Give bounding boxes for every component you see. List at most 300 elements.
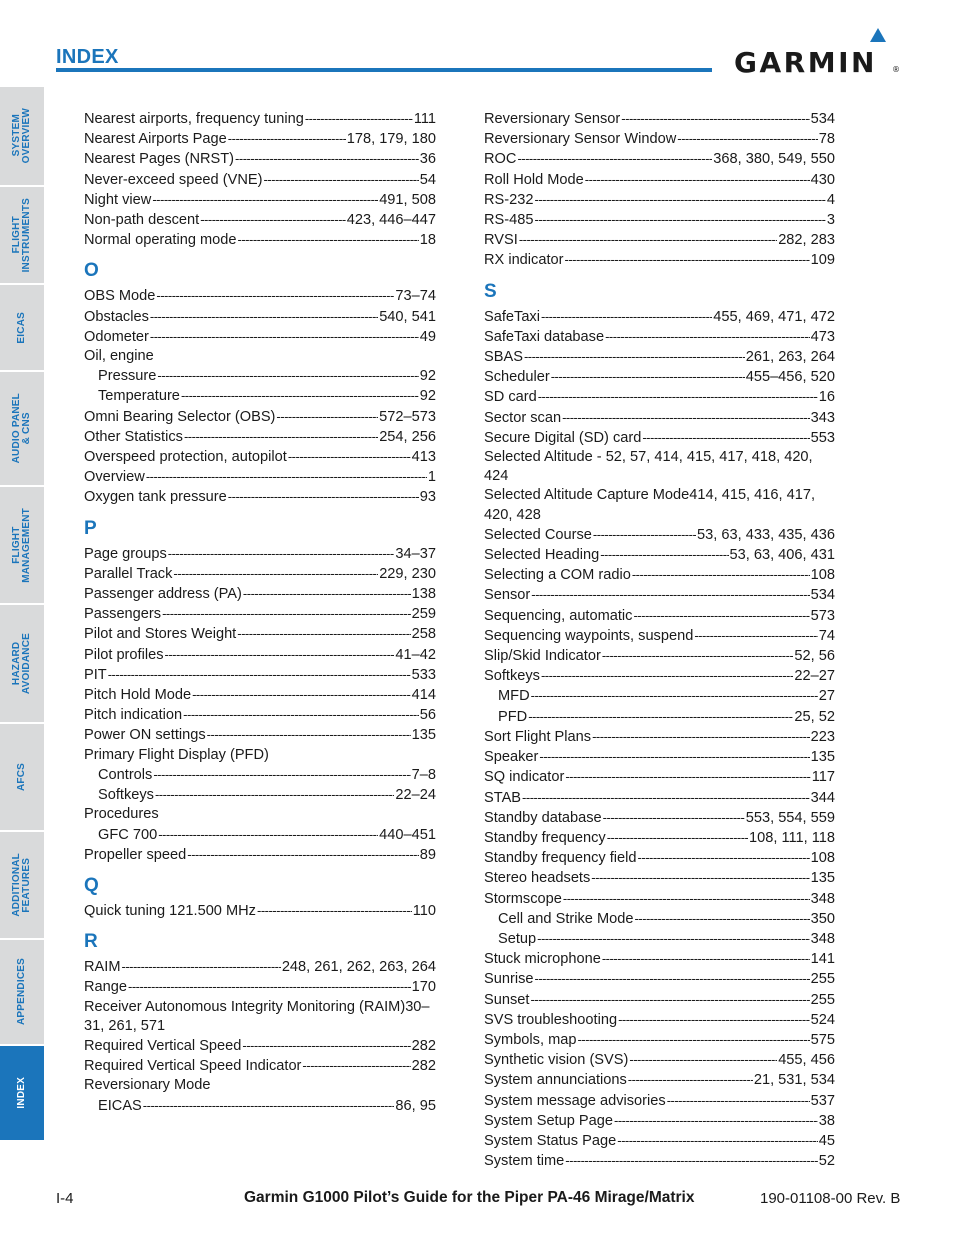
index-entry — [84, 170, 436, 190]
dot-leader — [173, 564, 378, 583]
tab-system-overview[interactable] — [0, 87, 44, 185]
dot-leader — [593, 525, 696, 544]
dot-leader — [162, 604, 411, 623]
index-entry — [484, 387, 835, 407]
entry-term: Quick tuning 121.500 MHz — [84, 902, 256, 919]
entry-term: Pilot and Stores Weight — [84, 626, 237, 643]
index-subentry — [84, 386, 436, 406]
dot-leader — [541, 666, 793, 685]
entry-pages[interactable]: 348 — [810, 930, 835, 947]
dot-leader — [694, 626, 817, 645]
entry-term: RS-232 — [484, 191, 534, 208]
entry-pages[interactable]: 282, 283 — [778, 232, 835, 249]
index-entry — [484, 545, 835, 565]
dot-leader — [614, 1111, 818, 1130]
index-entry — [84, 544, 436, 564]
entry-term: Overspeed protection, autopilot — [84, 449, 287, 466]
entry-pages[interactable]: 229, 230 — [379, 565, 436, 582]
dot-leader — [192, 685, 411, 704]
dot-leader — [522, 788, 810, 807]
entry-term: Symbols, map — [484, 1031, 577, 1048]
entry-term: Passengers — [84, 606, 162, 623]
dot-leader — [551, 367, 745, 386]
index-entry — [484, 408, 835, 428]
document-number: 190-01108-00 Rev. B — [760, 1190, 901, 1207]
entry-pages[interactable]: 22–24 — [395, 787, 436, 804]
dot-leader — [602, 949, 810, 968]
index-entry — [84, 109, 436, 129]
index-entry — [484, 990, 835, 1010]
dot-leader — [155, 785, 394, 804]
entry-pages[interactable]: 575 — [810, 1031, 835, 1048]
entry-term: Nearest Airports Page — [84, 131, 227, 148]
index-entry — [484, 190, 835, 210]
tab-flight-instruments[interactable] — [0, 187, 44, 283]
entry-pages[interactable]: 52, 56 — [794, 648, 835, 665]
dot-leader — [537, 929, 810, 948]
entry-pages[interactable]: 108, 111, 118 — [748, 829, 835, 846]
dot-leader — [592, 727, 810, 746]
entry-term: Required Vertical Speed — [84, 1037, 242, 1054]
entry-pages[interactable]: 111 — [413, 111, 436, 127]
dot-leader — [633, 606, 809, 625]
dot-leader — [157, 366, 418, 385]
entry-pages[interactable]: 18 — [419, 232, 436, 249]
entry-term: Pitch indication — [84, 707, 183, 724]
header-rule — [56, 68, 712, 72]
tab-label: AFCS — [16, 762, 27, 792]
entry-term: Softkeys — [484, 668, 540, 685]
entry-pages[interactable]: 423, 446–447 — [346, 212, 436, 229]
entry-term: Selected Heading — [484, 547, 600, 564]
entry-pages[interactable]: 261, 263, 264 — [745, 349, 835, 366]
entry-term: Temperature — [98, 388, 180, 405]
dot-leader — [621, 109, 809, 128]
entry-term: SQ indicator — [484, 769, 565, 786]
index-entry: Procedures — [84, 806, 159, 823]
entry-term: RS-485 — [484, 212, 534, 229]
dot-leader — [541, 307, 712, 326]
dot-leader — [602, 646, 794, 665]
entry-term: Reversionary Sensor Window — [484, 131, 677, 148]
entry-pages[interactable]: 45 — [818, 1132, 835, 1149]
entry-term: Non-path descent — [84, 212, 200, 229]
dot-leader — [618, 1010, 810, 1029]
dot-leader — [667, 1091, 810, 1110]
entry-pages[interactable]: 223 — [810, 728, 835, 745]
entry-term: Scheduler — [484, 369, 550, 386]
entry-pages[interactable]: 34–37 — [395, 545, 436, 562]
index-entry: Oil, engine — [84, 348, 154, 365]
index-entry — [84, 725, 436, 745]
entry-pages[interactable]: 259 — [411, 606, 436, 623]
tab-label: HAZARD AVOIDANCE — [11, 632, 32, 695]
dot-leader — [276, 407, 378, 426]
entry-pages[interactable]: 540, 541 — [379, 308, 436, 325]
dot-leader — [531, 686, 818, 705]
entry-term: Required Vertical Speed Indicator — [84, 1058, 302, 1075]
index-entry — [84, 190, 436, 210]
index-entry: Reversionary Mode — [84, 1077, 211, 1094]
entry-pages[interactable]: 491, 508 — [379, 191, 436, 208]
tab-label: AUDIO PANEL & CNS — [11, 393, 32, 464]
entry-term: Synthetic vision (SVS) — [484, 1052, 629, 1069]
entry-term: Propeller speed — [84, 846, 187, 863]
entry-pages[interactable]: 49 — [419, 328, 436, 345]
index-entry — [84, 705, 436, 725]
entry-term: Standby frequency — [484, 829, 606, 846]
dot-leader — [146, 467, 427, 486]
index-entry — [84, 149, 436, 169]
dot-leader — [524, 347, 745, 366]
entry-term: Nearest airports, frequency tuning — [84, 111, 304, 127]
index-entry — [84, 467, 436, 487]
index-entry — [84, 487, 436, 507]
entry-term: Reversionary Sensor — [484, 111, 621, 127]
dot-leader — [534, 969, 809, 988]
entry-pages[interactable]: 573 — [810, 607, 835, 624]
section-letter: S — [484, 280, 497, 302]
entry-pages[interactable]: 455, 469, 471, 472 — [713, 308, 835, 325]
entry-term: Selected Course — [484, 526, 592, 543]
dot-leader — [607, 828, 748, 847]
entry-term: SD card — [484, 389, 537, 406]
entry-pages[interactable]: 553 — [810, 429, 835, 446]
index-entry — [484, 565, 835, 585]
index-entry — [484, 129, 835, 149]
entry-pages[interactable]: 455, 456 — [778, 1052, 835, 1069]
entry-pages[interactable]: 533 — [411, 666, 436, 683]
index-entry — [84, 447, 436, 467]
entry-pages[interactable]: 3 — [826, 212, 835, 229]
entry-pages[interactable]: 255 — [810, 991, 835, 1008]
entry-pages[interactable]: 350 — [810, 910, 835, 927]
entry-pages[interactable]: 1 — [427, 469, 436, 486]
dot-leader — [156, 286, 394, 305]
entry-pages[interactable]: 41–42 — [395, 646, 436, 663]
entry-pages[interactable]: 135 — [810, 870, 835, 887]
entry-term: Normal operating mode — [84, 232, 237, 249]
tab-hazard-avoidance[interactable] — [0, 605, 44, 722]
entry-pages[interactable]: 53, 63, 433, 435, 436 — [697, 526, 835, 543]
dot-leader — [242, 1036, 410, 1055]
index-entry — [84, 665, 436, 685]
index-entry — [84, 584, 436, 604]
entry-term: Setup — [498, 930, 537, 947]
entry-pages[interactable]: 56 — [419, 707, 436, 724]
tab-index[interactable] — [0, 1046, 44, 1140]
dot-leader — [605, 327, 810, 346]
entry-pages[interactable]: 343 — [810, 409, 835, 426]
entry-term: MFD — [498, 688, 530, 705]
tab-label: FLIGHT INSTRUMENTS — [11, 197, 32, 273]
entry-term: Speaker — [484, 749, 539, 766]
index-entry — [84, 129, 436, 149]
index-entry — [484, 428, 835, 448]
entry-pages[interactable]: 7–8 — [411, 766, 436, 783]
index-entry — [484, 808, 835, 828]
entry-pages[interactable]: 348 — [810, 890, 835, 907]
entry-term: Slip/Skid Indicator — [484, 648, 601, 665]
entry-term: Obstacles — [84, 308, 149, 325]
entry-pages[interactable]: 110 — [412, 902, 436, 919]
dot-leader — [517, 149, 712, 168]
entry-pages[interactable]: 254, 256 — [379, 428, 436, 445]
entry-pages[interactable]: 553, 554, 559 — [745, 809, 835, 826]
index-entry — [484, 230, 835, 250]
entry-pages[interactable]: 141 — [810, 951, 835, 968]
dot-leader — [152, 190, 378, 209]
entry-term: Sunrise — [484, 971, 534, 988]
entry-term: Omni Bearing Selector (OBS) — [84, 408, 276, 425]
index-entry — [484, 868, 835, 888]
entry-pages[interactable]: 92 — [419, 388, 436, 405]
entry-term: PIT — [84, 666, 107, 683]
entry-term: Parallel Track — [84, 565, 173, 582]
entry-pages[interactable]: 455–456, 520 — [745, 369, 835, 386]
index-entry — [484, 848, 835, 868]
entry-pages[interactable]: 534 — [810, 111, 835, 127]
index-subentry — [84, 825, 436, 845]
section-letter: Q — [84, 874, 99, 896]
index-entry — [84, 307, 436, 327]
tab-flight-management[interactable] — [0, 487, 44, 603]
garmin-logo — [734, 26, 900, 76]
dot-leader — [603, 808, 745, 827]
tab-label: INDEX — [16, 1077, 27, 1109]
index-subentry — [84, 765, 436, 785]
entry-pages[interactable]: 52 — [818, 1153, 835, 1170]
entry-pages[interactable]: 74 — [818, 627, 835, 644]
index-entry — [484, 889, 835, 909]
dot-leader — [565, 767, 810, 786]
index-entry — [484, 585, 835, 605]
index-entry — [84, 327, 436, 347]
index-entry — [484, 747, 835, 767]
dot-leader — [634, 909, 809, 928]
index-subentry — [484, 909, 835, 929]
registered-mark: ® — [892, 65, 900, 74]
entry-term: STAB — [484, 789, 522, 806]
dot-leader — [600, 545, 728, 564]
index-entry — [484, 666, 835, 686]
dot-leader — [143, 1096, 395, 1115]
entry-term: Softkeys — [98, 787, 154, 804]
index-entry: Receiver Autonomous Integrity Monitoring (RAIM)30–31, 261, 571 — [84, 998, 430, 1034]
index-entry — [484, 828, 835, 848]
entry-pages[interactable]: 108 — [810, 567, 835, 584]
entry-pages[interactable]: 534 — [810, 587, 835, 604]
dot-leader — [181, 386, 419, 405]
tab-afcs[interactable] — [0, 724, 44, 830]
index-subentry — [84, 1096, 436, 1116]
tab-eicas[interactable] — [0, 285, 44, 370]
dot-leader — [638, 848, 810, 867]
dot-leader — [539, 747, 809, 766]
page-title: INDEX — [56, 46, 119, 68]
entry-pages[interactable]: 73–74 — [395, 288, 436, 305]
tab-label: ADDITIONAL FEATURES — [11, 853, 32, 917]
index-column-right — [484, 109, 835, 1171]
dot-leader — [228, 487, 419, 506]
dot-leader — [108, 665, 411, 684]
entry-term: RVSI — [484, 232, 518, 249]
entry-term: Never-exceed speed (VNE) — [84, 171, 263, 188]
entry-term: PFD — [498, 708, 528, 725]
index-entry — [484, 347, 835, 367]
entry-term: System Status Page — [484, 1132, 617, 1149]
entry-pages[interactable]: 117 — [811, 769, 835, 786]
index-subentry — [84, 366, 436, 386]
entry-pages[interactable]: 135 — [411, 727, 436, 744]
index-entry — [484, 767, 835, 787]
entry-pages[interactable]: 414 — [411, 687, 436, 704]
entry-pages[interactable]: 572–573 — [379, 408, 436, 425]
entry-pages[interactable]: 27 — [818, 688, 835, 705]
entry-pages[interactable]: 138 — [411, 586, 436, 603]
dot-leader — [288, 447, 411, 466]
entry-pages[interactable]: 473 — [810, 328, 835, 345]
index-entry — [484, 606, 835, 626]
entry-pages[interactable]: 16 — [818, 389, 835, 406]
entry-term: Selecting a COM radio — [484, 567, 631, 584]
entry-pages[interactable]: 21, 531, 534 — [753, 1072, 835, 1089]
index-entry — [484, 1010, 835, 1030]
entry-term: Pitch Hold Mode — [84, 687, 192, 704]
entry-pages[interactable]: 258 — [411, 626, 436, 643]
index-entry — [484, 109, 835, 129]
dot-leader — [257, 901, 412, 920]
index-entry — [84, 230, 436, 250]
index-entry — [484, 969, 835, 989]
entry-term: Power ON settings — [84, 727, 206, 744]
dot-leader — [585, 170, 810, 189]
tab-additional-features[interactable] — [0, 832, 44, 938]
entry-term: Sensor — [484, 587, 531, 604]
dot-leader — [165, 645, 395, 664]
entry-term: System time — [484, 1153, 565, 1170]
entry-pages[interactable]: 93 — [419, 489, 436, 506]
entry-pages[interactable]: 282 — [411, 1037, 436, 1054]
entry-term: Odometer — [84, 328, 149, 345]
dot-leader — [538, 387, 818, 406]
entry-pages[interactable]: 53, 63, 406, 431 — [729, 547, 835, 564]
entry-term: RAIM — [84, 959, 121, 976]
entry-pages[interactable]: 178, 179, 180 — [346, 131, 436, 148]
entry-term: Cell and Strike Mode — [498, 910, 634, 927]
dot-leader — [642, 428, 809, 447]
entry-term: SafeTaxi — [484, 308, 540, 325]
entry-pages[interactable]: 22–27 — [794, 668, 835, 685]
entry-pages[interactable]: 135 — [810, 749, 835, 766]
entry-pages[interactable]: 524 — [810, 1011, 835, 1028]
entry-term: Page groups — [84, 545, 167, 562]
entry-pages[interactable]: 78 — [818, 131, 835, 148]
entry-pages[interactable]: 430 — [810, 171, 835, 188]
entry-pages[interactable]: 108 — [810, 850, 835, 867]
entry-term: Sunset — [484, 991, 530, 1008]
dot-leader — [238, 230, 419, 249]
entry-term: GFC 700 — [98, 826, 158, 843]
dot-leader — [565, 1151, 817, 1170]
entry-pages[interactable]: 38 — [818, 1112, 835, 1129]
entry-term: Other Statistics — [84, 428, 183, 445]
entry-term: Secure Digital (SD) card — [484, 429, 642, 446]
entry-term: RX indicator — [484, 252, 564, 269]
dot-leader — [187, 845, 419, 864]
index-entry — [84, 1036, 436, 1056]
index-entry — [484, 1030, 835, 1050]
index-entry — [84, 957, 436, 977]
entry-term: Pilot profiles — [84, 646, 164, 663]
entry-term: Nearest Pages (NRST) — [84, 151, 235, 168]
entry-pages[interactable]: 89 — [419, 846, 436, 863]
index-entry — [484, 1070, 835, 1090]
index-entry: Primary Flight Display (PFD) — [84, 746, 269, 763]
entry-pages[interactable]: 170 — [411, 979, 436, 996]
index-entry — [84, 407, 436, 427]
document-title: Garmin G1000 Pilot’s Guide for the Piper PA-46 Mirage/Matrix — [244, 1189, 695, 1206]
entry-pages[interactable]: 537 — [810, 1092, 835, 1109]
entry-pages[interactable]: 344 — [810, 789, 835, 806]
dot-leader — [183, 705, 419, 724]
dot-leader — [528, 707, 793, 726]
index-entry — [84, 1056, 436, 1076]
garmin-wordmark: GARMIN — [734, 46, 877, 76]
dot-leader — [302, 1056, 410, 1075]
entry-pages[interactable]: 248, 261, 262, 263, 264 — [281, 959, 436, 976]
index-entry — [484, 727, 835, 747]
entry-pages[interactable]: 54 — [419, 171, 436, 188]
entry-term: Overview — [84, 469, 145, 486]
entry-pages[interactable]: 86, 95 — [395, 1097, 436, 1114]
dot-leader — [150, 327, 419, 346]
entry-pages[interactable]: 413 — [411, 449, 436, 466]
dot-leader — [565, 250, 810, 269]
entry-pages[interactable]: 282 — [411, 1058, 436, 1075]
entry-pages[interactable]: 440–451 — [379, 826, 436, 843]
entry-pages[interactable]: 25, 52 — [794, 708, 835, 725]
tab-audio-panel-cns[interactable] — [0, 372, 44, 485]
index-subentry — [484, 686, 835, 706]
index-entry — [484, 327, 835, 347]
index-entry — [484, 1131, 835, 1151]
section-letter: P — [84, 517, 97, 539]
entry-term: Roll Hold Mode — [484, 171, 584, 188]
entry-term: Standby frequency field — [484, 850, 637, 867]
entry-pages[interactable]: 36 — [419, 151, 436, 168]
entry-term: Passenger address (PA) — [84, 586, 242, 603]
entry-pages[interactable]: 368, 380, 549, 550 — [713, 151, 835, 168]
dot-leader — [632, 565, 810, 584]
index-subentry — [84, 785, 436, 805]
index-entry — [84, 210, 436, 230]
dot-leader — [530, 990, 809, 1009]
entry-term: Range — [84, 979, 128, 996]
entry-pages[interactable]: 109 — [810, 252, 835, 269]
entry-pages[interactable]: 255 — [810, 971, 835, 988]
entry-term: Oxygen tank pressure — [84, 489, 227, 506]
tab-appendices[interactable] — [0, 940, 44, 1044]
garmin-triangle-icon — [870, 28, 886, 42]
entry-pages[interactable]: 4 — [826, 191, 835, 208]
index-entry — [484, 367, 835, 387]
entry-term: OBS Mode — [84, 288, 156, 305]
index-entry — [84, 685, 436, 705]
index-entry — [484, 1050, 835, 1070]
dot-leader — [563, 889, 810, 908]
entry-pages[interactable]: 92 — [419, 368, 436, 385]
